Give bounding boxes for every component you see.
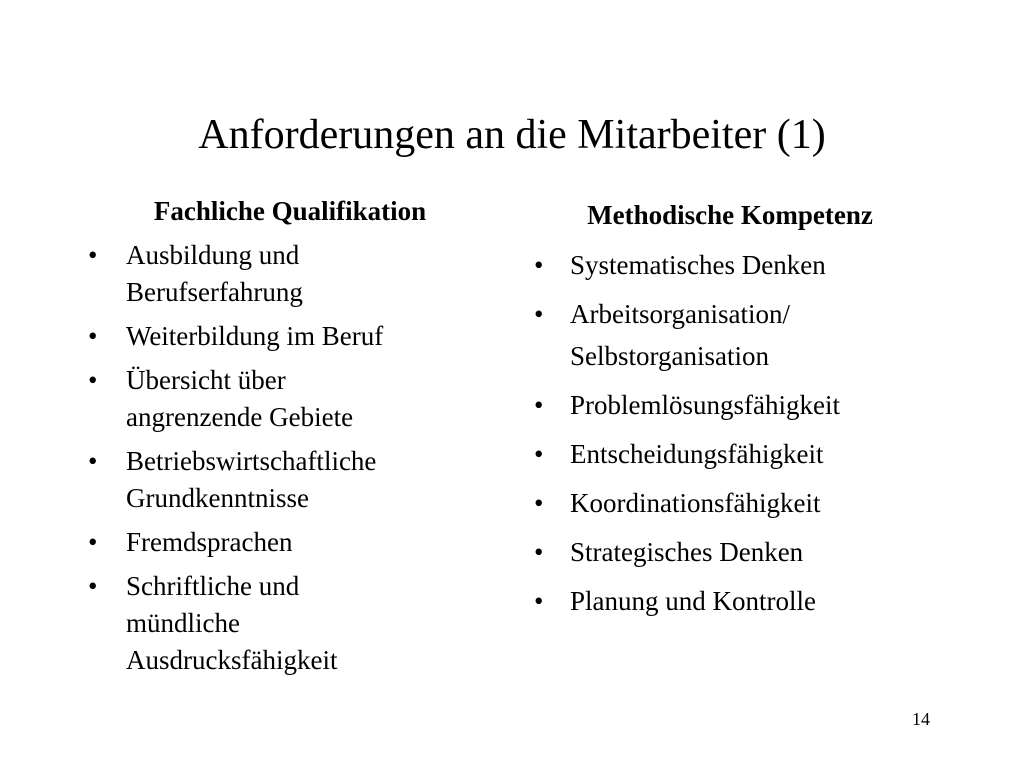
item-text-line: Strategisches Denken [570,537,804,567]
bullet-icon: • [88,365,98,395]
item-text-line: Betriebswirtschaftliche [126,446,377,476]
bullet-icon: • [534,586,544,616]
item-text-line: Arbeitsorganisation/ [570,299,790,329]
bullet-icon: • [88,240,98,270]
bullet-icon: • [534,439,544,469]
left-column [84,194,496,686]
list-item [532,384,952,426]
item-text-line: Ausbildung und [126,240,300,270]
right-column-heading: Methodische Kompetenz [587,200,873,230]
bullet-icon: • [534,537,544,567]
list-item [532,433,952,475]
item-text-line: Grundkenntnisse [126,483,309,513]
item-text-line: Weiterbildung im Beruf [126,321,384,351]
bullet-icon: • [88,527,98,557]
item-text-line: Planung und Kontrolle [570,586,816,616]
item-text-line: Schriftliche und [126,571,300,601]
item-text-line: Fremdsprachen [126,527,293,557]
item-text-line: Systematisches Denken [570,250,826,280]
item-text-line: Problemlösungsfähigkeit [570,390,840,420]
list-item [84,318,496,355]
right-column [532,198,952,629]
item-text-line: Entscheidungsfähigkeit [570,439,824,469]
list-item [532,244,952,286]
list-item [532,482,952,524]
page-number: 14 [912,709,930,729]
item-text-line: Übersicht über [126,365,286,395]
bullet-icon: • [534,299,544,329]
bullet-icon: • [88,571,98,601]
list-item [84,362,496,436]
list-item [532,531,952,573]
item-text-line: Selbstorganisation [570,341,769,371]
left-column-heading: Fachliche Qualifikation [153,196,427,226]
list-item [84,568,496,679]
left-bullet-list [84,237,496,679]
bullet-icon: • [534,488,544,518]
list-item [84,524,496,561]
list-item [84,237,496,311]
slide-title: Anforderungen an die Mitarbeiter (1) [198,112,826,158]
list-item [532,293,952,377]
bullet-icon: • [88,446,98,476]
item-text-line: mündliche [126,608,240,638]
item-text-line: angrenzende Gebiete [126,402,354,432]
item-text-line: Ausdrucksfähigkeit [126,645,338,675]
bullet-icon: • [534,390,544,420]
list-item [84,443,496,517]
right-bullet-list [532,244,952,622]
bullet-icon: • [88,321,98,351]
bullet-icon: • [534,250,544,280]
item-text-line: Berufserfahrung [126,277,303,307]
list-item [532,580,952,622]
item-text-line: Koordinationsfähigkeit [570,488,821,518]
